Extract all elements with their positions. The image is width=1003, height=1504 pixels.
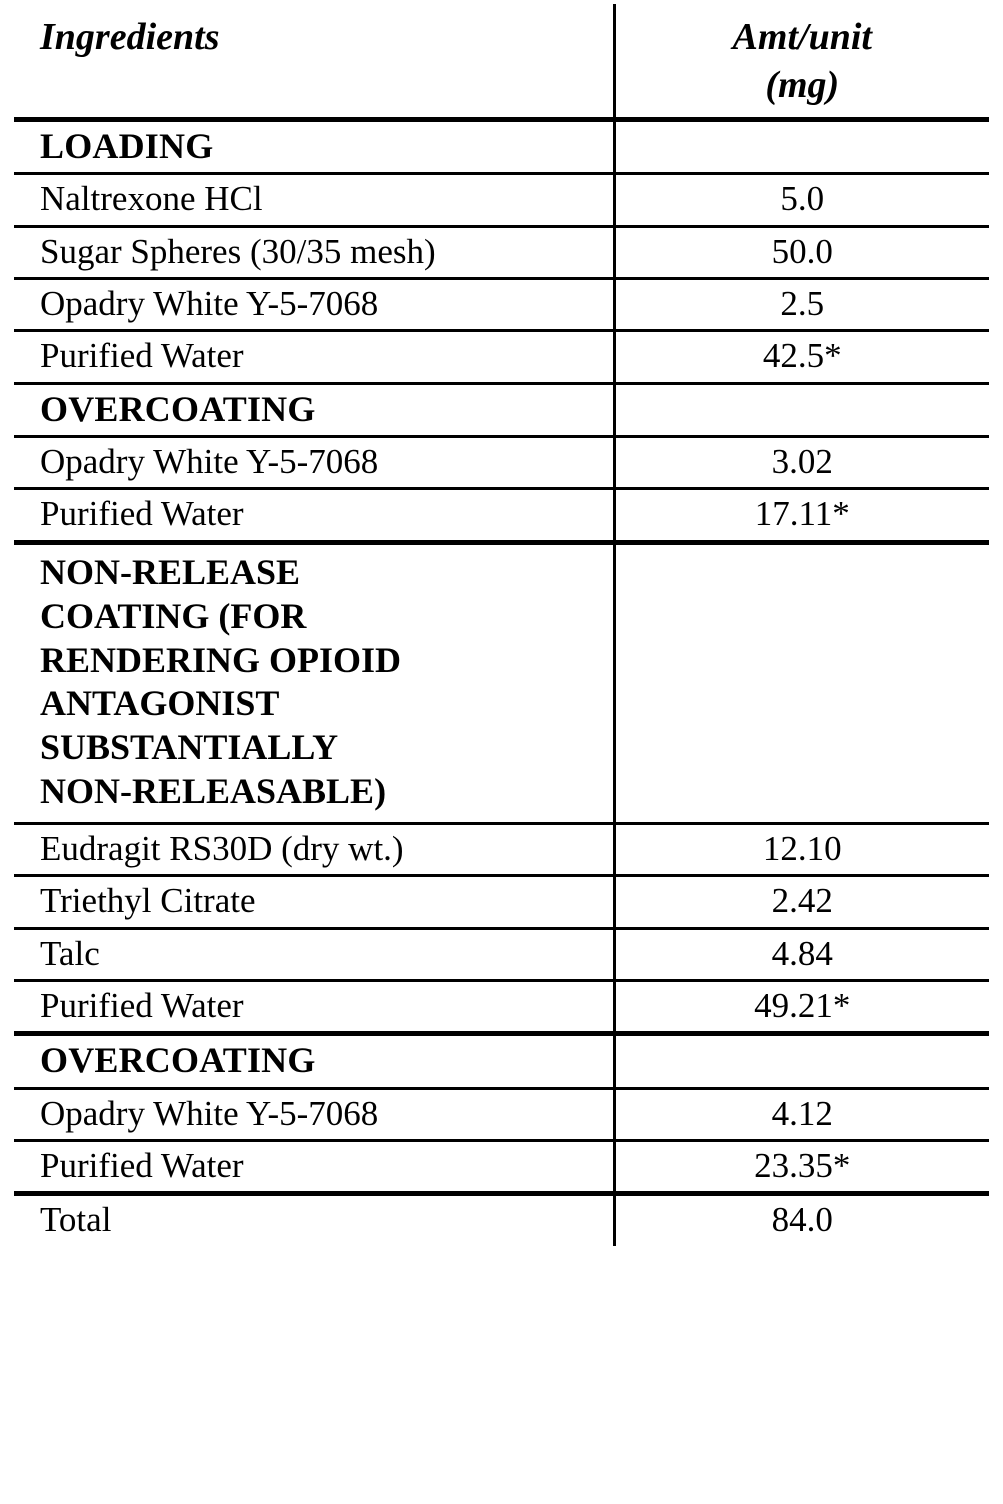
row-label: NON-RELEASE COATING (FOR RENDERING OPIOID ANTAGONIST SUBSTANTIALLY NON-RELEASABLE) xyxy=(14,542,614,823)
row-amount: 2.42 xyxy=(614,876,989,928)
column-header-ingredients: Ingredients xyxy=(14,4,614,120)
row-label: Total xyxy=(14,1194,614,1246)
row-label: Naltrexone HCl xyxy=(14,174,614,226)
row-amount: 84.0 xyxy=(771,1200,833,1240)
table-row xyxy=(14,174,989,226)
row-label: Opadry White Y-5-7068 xyxy=(14,437,614,489)
row-label: Eudragit RS30D (dry wt.) xyxy=(14,824,614,876)
row-amount: 5.0 xyxy=(614,174,989,226)
row-amount xyxy=(614,1034,989,1088)
formulation-table xyxy=(14,4,989,1246)
table-row xyxy=(14,1088,989,1140)
row-amount: 23.35* xyxy=(614,1141,989,1194)
row-amount xyxy=(614,120,989,174)
row-amount: 17.11* xyxy=(614,489,989,542)
row-amount xyxy=(614,383,989,436)
table-header-row xyxy=(14,4,989,120)
row-amount: 4.12 xyxy=(614,1088,989,1140)
table-row xyxy=(14,876,989,928)
column-header-amount-line1: Amt/unit xyxy=(732,16,872,58)
table-row xyxy=(14,1141,989,1194)
row-amount: 42.5* xyxy=(614,331,989,383)
row-label: Triethyl Citrate xyxy=(14,876,614,928)
column-header-amount-line2: (mg) xyxy=(765,63,840,106)
row-label: OVERCOATING xyxy=(14,1034,614,1088)
row-amount: 12.10 xyxy=(614,824,989,876)
row-amount xyxy=(614,542,989,823)
row-label: OVERCOATING xyxy=(14,383,614,436)
row-label: Purified Water xyxy=(14,981,614,1034)
table-row xyxy=(14,120,989,174)
row-label: Talc xyxy=(14,928,614,980)
row-label: Purified Water xyxy=(14,489,614,542)
row-amount: 50.0 xyxy=(614,226,989,278)
row-label: Purified Water xyxy=(14,331,614,383)
table-row xyxy=(14,489,989,542)
row-label: Purified Water xyxy=(14,1141,614,1194)
table-row xyxy=(14,331,989,383)
table-row xyxy=(14,437,989,489)
table-row xyxy=(14,981,989,1034)
table-row xyxy=(14,928,989,980)
table-row xyxy=(14,1034,989,1088)
row-amount: 2.5 xyxy=(614,279,989,331)
document-page xyxy=(0,4,1003,1504)
row-label: Opadry White Y-5-7068 xyxy=(14,279,614,331)
table-row xyxy=(14,226,989,278)
table-row xyxy=(14,542,989,823)
row-amount: 3.02 xyxy=(614,437,989,489)
table-row-total xyxy=(14,1194,989,1246)
row-label: Opadry White Y-5-7068 xyxy=(14,1088,614,1140)
column-header-amount xyxy=(614,4,989,120)
row-label: LOADING xyxy=(14,120,614,174)
row-label: Sugar Spheres (30/35 mesh) xyxy=(14,226,614,278)
table-row xyxy=(14,279,989,331)
table-row xyxy=(14,824,989,876)
table-row xyxy=(14,383,989,436)
row-amount: 49.21* xyxy=(614,981,989,1034)
row-amount: 4.84 xyxy=(614,928,989,980)
